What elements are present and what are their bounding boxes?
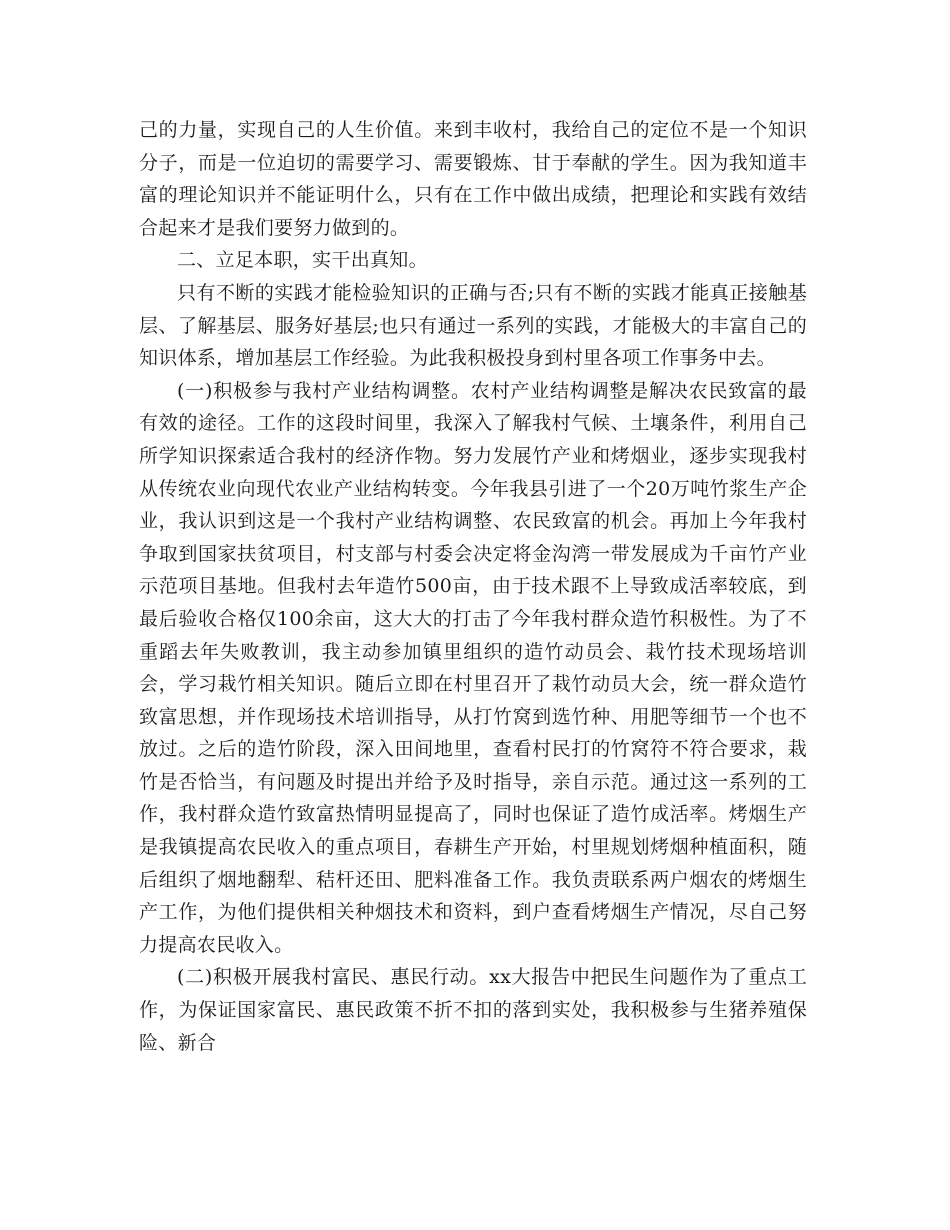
paragraph-3: (一)积极参与我村产业结构调整。农村产业结构调整是解决农民致富的最有效的途径。工作的这段时间里，我深入了解我村气候、土壤条件，利用自己所学知识探索适合我村的经济作物。努力发展竹产业和烤烟业，逐步实现我村从传统农业向现代农业产业结构转变。今年我县引进了一个20万吨竹浆生产企业，我认识到这是一个我村产业结构调整、农民致富的机会。再加上今年我村争取到国家扶贫项目，村支部与村委会决定将金沟湾一带发展成为千亩竹产业示范项目基地。但我村去年造竹500亩，由于技术跟不上导致成活率较底，到最后验收合格仅100余亩，这大大的打击了今年我村群众造竹积极性。为了不重蹈去年失败教训，我主动参加镇里组织的造竹动员会、栽竹技术现场培训会，学习栽竹相关知识。随后立即在村里召开了栽竹动员大会，统一群众造竹致富思想，并作现场技术培训指导，从打竹窝到选竹种、用肥等细节一个也不放过。之后的造竹阶段，深入田间地里，查看村民打的竹窝符不符合要求，栽竹是否恰当，有问题及时提出并给予及时指导，亲自示范。通过这一系列的工作，我村群众造竹致富热情明显提高了，同时也保证了造竹成活率。烤烟生产是我镇提高农民收入的重点项目，春耕生产开始，村里规划烤烟种植面积，随后组织了烟地翻犁、秸杆还田、肥料准备工作。我负责联系两户烟农的烤烟生产工作，为他们提供相关种烟技术和资料，到户查看烤烟生产情况，尽自己努力提高农民收入。	[139, 379, 807, 956]
paragraph-4: (二)积极开展我村富民、惠民行动。xx大报告中把民生问题作为了重点工作，为保证国家富民、惠民政策不折不扣的落到实处，我积极参与生猪养殖保险、新合	[139, 966, 807, 1054]
section-heading: 二、立足本职，实干出真知。	[177, 249, 428, 272]
paragraph-1: 己的力量，实现自己的人生价值。来到丰收村，我给自己的定位不是一个知识分子，而是一位迫切的需要学习、需要锻炼、甘于奉献的学生。因为我知道丰富的理论知识并不能证明什么，只有在工作中做出成绩，把理论和实践有效结合起来才是我们要努力做到的。	[139, 119, 807, 239]
document-body	[139, 114, 807, 1059]
paragraph-2: 只有不断的实践才能检验知识的正确与否;只有不断的实践才能真正接触基层、了解基层、服务好基层;也只有通过一系列的实践，才能极大的丰富自己的知识体系，增加基层工作经验。为此我积极投身到村里各项工作事务中去。	[139, 281, 807, 370]
